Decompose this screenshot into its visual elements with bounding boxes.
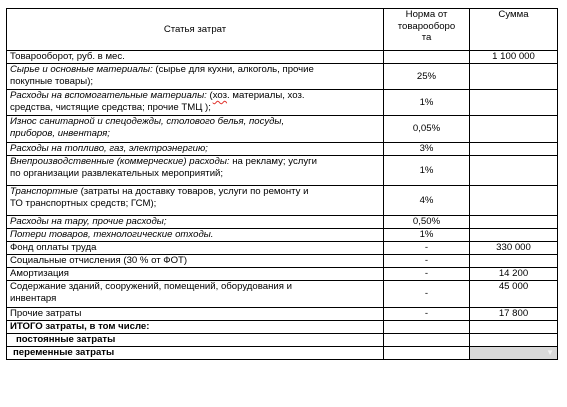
wear-label [7,116,384,143]
table-row [7,268,558,281]
packaging-sum [470,216,558,229]
raw-norm: 25% [384,64,470,90]
total-sum [470,321,558,334]
packaging-norm: 0,50% [384,216,470,229]
header-norm [384,9,470,51]
table-row [7,143,558,156]
aux-line1-w: хоз [212,90,228,101]
header-norm-line-3: та [421,32,432,43]
amort-sum: 14 200 [470,268,558,281]
maintenance-norm: - [384,281,470,308]
social-label: Социальные отчисления (30 % от ФОТ) [7,255,384,268]
table-row [7,64,558,90]
other-sum: 17 800 [470,308,558,321]
amort-label: Амортизация [7,268,384,281]
fixed-label-text: постоянные затраты [16,334,116,345]
maintenance-line2: инвентаря [10,292,57,304]
transport-line2: ТО транспортных средств; ГСМ); [10,197,157,209]
cost-table [6,8,558,360]
fixed-sum [470,334,558,347]
table-row [7,116,558,143]
aux-line1-b: . материалы, хоз. [227,90,305,101]
aux-sum [470,90,558,116]
header-sum: Сумма [470,9,558,51]
fixed-label [7,334,384,347]
wear-line1: Износ санитарной и спецодежды, столового белья, посуды, [10,116,285,127]
transport-sum [470,186,558,216]
payroll-sum: 330 000 [470,242,558,255]
losses-sum [470,229,558,242]
commercial-line2: по организации развлекательных мероприятий; [10,167,224,179]
raw-line2: покупные товары); [10,75,94,87]
header-row [7,9,558,51]
transport-label [7,186,384,216]
variable-label-text: переменные затраты [13,347,115,358]
transport-line1: (затраты на доставку товаров, услуги по ремонту и [77,186,309,197]
raw-lead: Сырье и основные материалы: [10,64,153,75]
social-sum [470,255,558,268]
commercial-line1: на рекламу; услуги [229,156,318,167]
header-norm-line-2: товарооборо [397,20,456,32]
aux-line2: средства, чистящие средства; прочие ТМЦ ); [10,101,211,113]
aux-norm: 1% [384,90,470,116]
header-cost-item: Статья затрат [7,9,384,51]
raw-sum [470,64,558,90]
wear-norm: 0,05% [384,116,470,143]
header-norm-line-1: Норма от [405,9,448,20]
raw-label [7,64,384,90]
table-row [7,255,558,268]
table-row [7,308,558,321]
fuel-label: Расходы на топливо, газ, электроэнергию; [7,143,384,156]
transport-lead: Транспортные [10,186,78,197]
losses-label: Потери товаров, технологические отходы. [7,229,384,242]
table-row [7,51,558,64]
table-row [7,90,558,116]
turnover-sum: 1 100 000 [470,51,558,64]
raw-line1: (сырье для кухни, алкоголь, прочие [152,64,314,75]
table-row [7,229,558,242]
total-label: ИТОГО затраты, в том числе: [7,321,384,334]
fixed-norm [384,334,470,347]
fuel-sum [470,143,558,156]
turnover-norm [384,51,470,64]
dropdown-arrow-icon[interactable]: ▼ [546,347,554,357]
turnover-label: Товарооборот, руб. в мес. [7,51,384,64]
aux-lead: Расходы на вспомогательные материалы: [10,90,207,101]
wear-line2: приборов, инвентаря; [10,127,110,139]
table-row [7,186,558,216]
table-row [7,321,558,334]
table-row [7,334,558,347]
payroll-label: Фонд оплаты труда [7,242,384,255]
variable-norm [384,347,470,360]
table-row [7,281,558,308]
wear-sum [470,116,558,143]
amort-norm: - [384,268,470,281]
total-norm [384,321,470,334]
aux-line1-a: ( [206,90,213,101]
variable-sum-cell[interactable] [470,347,558,360]
commercial-sum [470,156,558,186]
maintenance-line1: Содержание зданий, сооружений, помещений, оборудования и [10,281,292,292]
commercial-norm: 1% [384,156,470,186]
commercial-lead: Внепроизводственные (коммерческие) расходы: [10,156,230,167]
other-norm: - [384,308,470,321]
transport-norm: 4% [384,186,470,216]
social-norm: - [384,255,470,268]
variable-label [7,347,384,360]
maintenance-label [7,281,384,308]
payroll-norm: - [384,242,470,255]
table-row [7,216,558,229]
table-row [7,347,558,360]
fuel-norm: 3% [384,143,470,156]
maintenance-sum: 45 000 [470,281,558,308]
aux-label [7,90,384,116]
table-row [7,156,558,186]
other-label: Прочие затраты [7,308,384,321]
commercial-label [7,156,384,186]
table-row [7,242,558,255]
packaging-label: Расходы на тару, прочие расходы; [7,216,384,229]
losses-norm: 1% [384,229,470,242]
